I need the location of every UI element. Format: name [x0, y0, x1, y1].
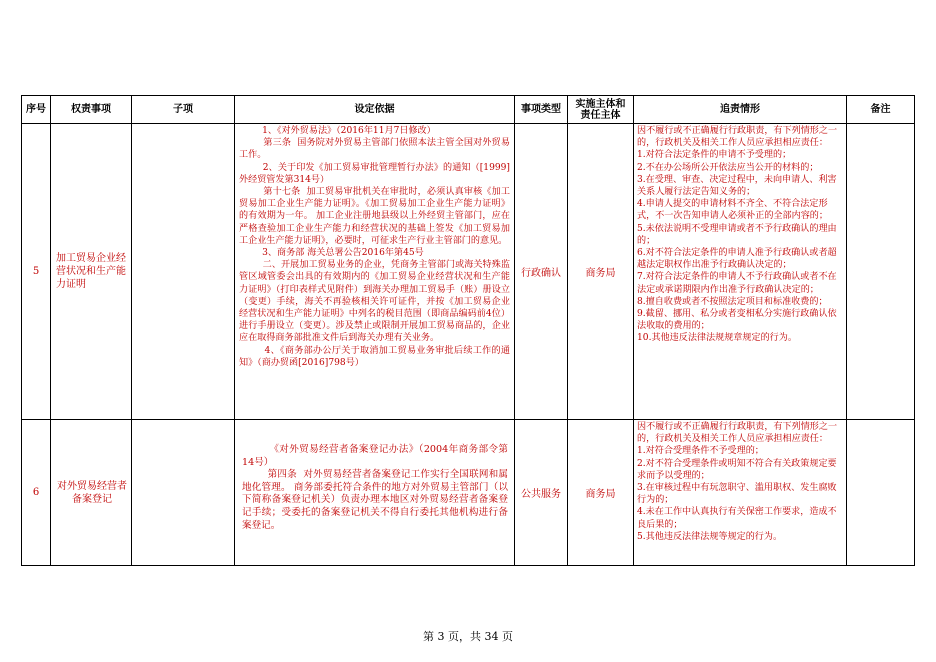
header-subitem: 子项	[132, 96, 235, 124]
row-basis-cell	[235, 420, 515, 566]
header-accountability: 追责情形	[634, 96, 847, 124]
row-subitem	[132, 420, 235, 566]
accountability-intro: 因不履行或不正确履行行政职责，有下列情形之一的，行政机关及相关工作人员应承担相应责任：	[637, 422, 838, 445]
row-basis: 1、《对外贸易法》（2016年11月7日修改） 第三条 国务院对外贸易主管部门依照本法主管全国对外贸易工作。 2、关于印发《加工贸易审批管理暂行办法》的通知（[1999]外经贸管发第314号） 第十七条 加工贸易审批机关在审批时，必须认真审核《加工贸易加工企业生产能力证明》。《加工贸易加工企业生产能力证明》的有效期为一年。 加工企业注册地县级以上外经贸主管部门，应在严格查验加工企业生产能力和经营状况的基础上签发《加工贸易加工企业生产能力证明》，必要时，可征求生产行业主管部门的意见。 3、商务部 海关总署公告2016年第45号 二、开展加工贸易业务的企业，凭商务主管部门或海关特殊监管区域管委会出具的有效期内的《加工贸易企业经营状况和生产能力证明》（打印表样式见附件）到海关办理加工贸易手（账）册设立（变更）手续，海关不再验核相关许可证件，并按《加工贸易企业经营状况和生产能力证明》中列名的税目范围（即商品编码前4位）进行手册设立（变更）。涉及禁止或限制开展加工贸易商品的，企业应在取得商务部批准文件后到海关办理有关业务。 4、《商务部办公厅关于取消加工贸易业务审批后续工作的通知》（商办贸函[2016]798号）	[239, 126, 510, 368]
row-power-text: 对外贸易经营者备案登记	[57, 480, 127, 505]
row-subitem	[132, 124, 235, 420]
row-power-text: 加工贸易企业经营状况和生产能力证明	[56, 253, 126, 290]
authority-table	[21, 95, 915, 566]
accountability-item: 2.不在办公场所公开依法应当公开的材料的；	[637, 162, 819, 173]
row-power	[51, 124, 132, 420]
accountability-item: 8.擅自收费或者不按照法定项目和标准收费的；	[637, 296, 828, 307]
row-no: 5	[22, 124, 51, 420]
header-power: 权责事项	[51, 96, 132, 124]
accountability-item: 9.截留、挪用、私分或者变相私分实施行政确认依法收取的费用的；	[637, 309, 837, 332]
page-footer: 第 3 页，共 34 页	[423, 630, 513, 643]
accountability-item: 10.其他违反法律法规规章规定的行为。	[637, 333, 797, 344]
accountability-item: 3.在受理、审查、决定过程中，未向申请人、利害关系人履行法定告知义务的；	[637, 174, 837, 198]
row-accountability	[634, 124, 847, 420]
row-type: 行政确认	[515, 124, 568, 420]
row-accountability	[634, 420, 847, 566]
header-subject	[568, 96, 634, 124]
accountability-item: 5.其他违反法律法规等规定的行为。	[637, 531, 783, 542]
header-remarks: 备注	[847, 96, 915, 124]
table-row	[22, 124, 915, 420]
row-subject: 商务局	[568, 124, 634, 420]
accountability-item: 1.对符合受理条件不予受理的；	[637, 446, 764, 457]
accountability-item: 4.未在工作中认真执行有关保密工作要求，造成不良后果的；	[637, 507, 837, 530]
header-basis: 设定依据	[235, 96, 515, 124]
row-basis-cell	[235, 124, 515, 420]
accountability-item: 2.对不符合受理条件或明知不符合有关政策规定要求而予以受理的；	[637, 458, 837, 481]
row-type: 公共服务	[515, 420, 568, 566]
row-basis: 《对外贸易经营者备案登记办法》（2004年商务部令第14号） 第四条 对外贸易经营者备案登记工作实行全国联网和属地化管理。 商务部委托符合条件的地方对外贸易主管部门（以下简称备案登记机关）负责办理本地区对外贸易经营者备案登记手续；受委托的备案登记机关不得自行委托其他机构进行备案登记。	[242, 444, 508, 531]
accountability-intro: 因不履行或不正确履行行政职责，有下列情形之一的，行政机关及相关工作人员应承担相应责任：	[637, 126, 838, 149]
row-remarks	[847, 124, 915, 420]
header-type: 事项类型	[515, 96, 568, 124]
accountability-item: 5.未依法说明不受理申请或者不予行政确认的理由的；	[637, 223, 837, 246]
accountability-item: 6.对不符合法定条件的申请人准予行政确认或者超越法定职权作出准予行政确认决定的；	[637, 248, 837, 271]
accountability-text	[634, 124, 846, 417]
row-subject: 商务局	[568, 420, 634, 566]
header-row	[22, 96, 915, 124]
table-row	[22, 420, 915, 566]
row-no: 6	[22, 420, 51, 566]
row-remarks	[847, 420, 915, 566]
header-no: 序号	[22, 96, 51, 124]
header-subject-line2: 责任主体	[580, 109, 621, 121]
accountability-item: 3.在审核过程中有玩忽职守、滥用职权、发生腐败行为的；	[637, 483, 837, 506]
row-power	[51, 420, 132, 566]
accountability-item: 1.对符合法定条件的申请不予受理的；	[637, 150, 792, 161]
header-subject-line1: 实施主体和	[575, 98, 626, 110]
accountability-item: 7.对符合法定条件的申请人不予行政确认或者不在法定或承诺期限内作出准予行政确认决定的；	[637, 272, 837, 295]
accountability-text	[634, 420, 846, 564]
accountability-item: 4.申请人提交的申请材料不齐全、不符合法定形式，不一次告知申请人必须补正的全部内容的；	[637, 199, 828, 222]
